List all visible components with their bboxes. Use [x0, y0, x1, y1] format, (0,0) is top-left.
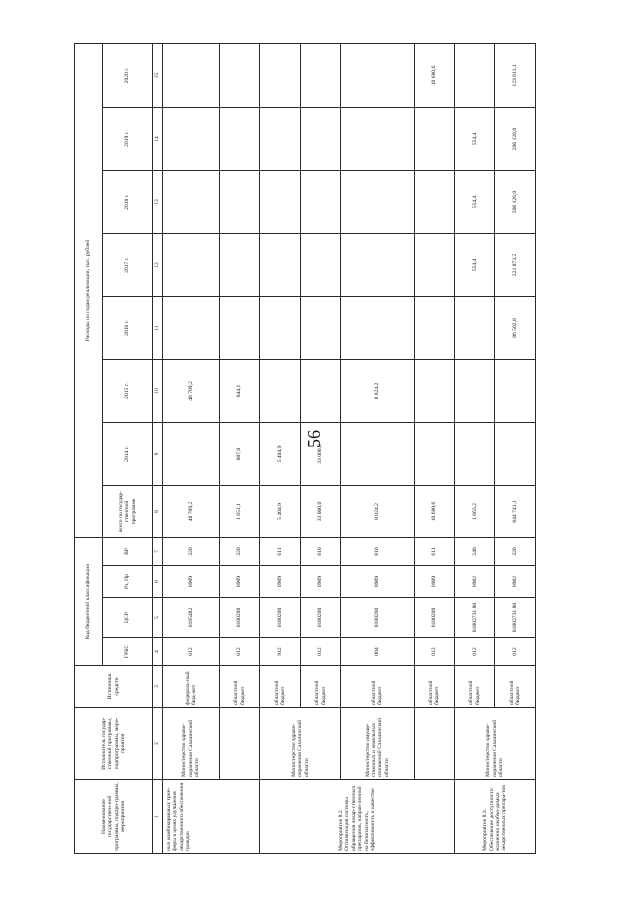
row-year-cell	[414, 171, 454, 234]
row-year-cell	[455, 43, 495, 107]
row-csr-cell: 0180200	[300, 598, 340, 638]
row-year-cell	[341, 108, 414, 171]
row-year-cell	[219, 234, 259, 297]
row-source-cell: областной бюджет	[219, 666, 259, 708]
row-executor-cell: Министерство здраво-охранения Сахалинской области	[260, 708, 341, 780]
row-source-cell: областной бюджет	[260, 666, 300, 708]
table-row	[260, 43, 300, 853]
header-code-group: Код бюджетной классификации	[75, 538, 103, 666]
row-year-cell	[455, 297, 495, 360]
row-year-cell: 554,4	[455, 171, 495, 234]
row-year-cell	[495, 423, 536, 486]
row-year-cell	[341, 234, 414, 297]
row-rzpr-cell: 0909	[414, 566, 454, 598]
header-year: 2019 г.	[103, 108, 153, 171]
row-year-cell	[414, 423, 454, 486]
row-year-cell: 123 611,1	[495, 43, 536, 107]
row-csr-cell: 0180200	[260, 598, 300, 638]
header-sources: Источники средств	[75, 666, 153, 708]
row-year-cell	[163, 297, 220, 360]
row-total-cell: 33 000,0	[300, 486, 340, 538]
row-executor-cell: Министерство здраво-охранения Сахалинской области	[163, 708, 220, 780]
row-grbs-cell: 004	[341, 638, 414, 666]
row-year-cell	[455, 423, 495, 486]
row-vr-cell: 320	[219, 538, 259, 566]
row-year-cell	[300, 297, 340, 360]
row-year-cell	[455, 360, 495, 423]
row-csr-cell: 0180200	[219, 598, 259, 638]
header-year: 2014 г.	[103, 423, 153, 486]
row-csr-cell: 01802731 80	[455, 598, 495, 638]
column-number: 14	[153, 108, 163, 171]
column-number: 11	[153, 297, 163, 360]
row-year-cell	[341, 171, 414, 234]
table-row	[455, 43, 495, 853]
header-expenses-group: Расходы по годам реализации, тыс. рублей	[75, 43, 103, 537]
row-source-cell: областной бюджет	[495, 666, 536, 708]
column-number: 10	[153, 360, 163, 423]
row-year-cell	[260, 171, 300, 234]
header-year: 2018 г.	[103, 171, 153, 234]
row-vr-cell: 611	[414, 538, 454, 566]
row-year-cell: 33 000,0	[300, 423, 340, 486]
row-year-cell: 844,1	[219, 360, 259, 423]
row-total-cell: 5 404,9	[260, 486, 300, 538]
row-grbs-cell: 012	[414, 638, 454, 666]
row-executor-cell	[219, 708, 259, 780]
row-year-cell	[414, 108, 454, 171]
row-year-cell	[260, 43, 300, 107]
row-year-cell	[414, 234, 454, 297]
header-vr: ВР	[103, 538, 153, 566]
row-year-cell	[341, 297, 414, 360]
row-year-cell	[219, 43, 259, 107]
row-year-cell	[300, 171, 340, 234]
row-name-cell: Мероприятие 8.2. Оптимизация системы обращения лекар-ственных препаратов, направ-ленной на безопасность, эффективность и качество	[260, 780, 455, 854]
row-total-cell: 1 651,1	[219, 486, 259, 538]
header-rzpr: Рз, Пр	[103, 566, 153, 598]
row-vr-cell: 611	[260, 538, 300, 566]
row-year-cell	[341, 43, 414, 107]
row-vr-cell: 810	[300, 538, 340, 566]
row-year-cell	[260, 360, 300, 423]
rotated-table-sheet	[74, 44, 536, 854]
row-year-cell: 222 873,2	[495, 234, 536, 297]
row-year-cell: 206 126,0	[495, 171, 536, 234]
row-csr-cell: 01802731 80	[495, 598, 536, 638]
row-grbs-cell: 012	[219, 638, 259, 666]
row-rzpr-cell: 0909	[300, 566, 340, 598]
row-vr-cell: 240	[455, 538, 495, 566]
header-total: всего по государ-ственной программе	[103, 486, 153, 538]
row-grbs-cell: 012	[300, 638, 340, 666]
row-vr-cell: 320	[163, 538, 220, 566]
row-year-cell	[341, 423, 414, 486]
column-number: 13	[153, 171, 163, 234]
row-year-cell: 206 126,0	[495, 108, 536, 171]
row-executor-cell	[414, 708, 454, 780]
row-rzpr-cell: 0902	[495, 566, 536, 598]
row-rzpr-cell: 0909	[219, 566, 259, 598]
row-year-cell	[219, 108, 259, 171]
header-csr: ЦСР	[103, 598, 153, 638]
row-year-cell	[219, 297, 259, 360]
row-name-cell: ных комбикормовых трин-форы в целях улучшения лекарственного обеспечения граждан	[163, 780, 260, 854]
row-year-cell: 554,4	[455, 234, 495, 297]
header-year: 2015 г.	[103, 360, 153, 423]
table-row	[219, 43, 259, 853]
row-total-cell: 10 680,6	[414, 486, 454, 538]
row-source-cell: областной бюджет	[341, 666, 414, 708]
header-year: 2017 г.	[103, 234, 153, 297]
header-row-top	[75, 43, 103, 853]
row-source-cell: областной бюджет	[414, 666, 454, 708]
column-number: 3	[153, 666, 163, 708]
row-year-cell	[300, 43, 340, 107]
row-year-cell	[300, 360, 340, 423]
row-year-cell	[300, 108, 340, 171]
row-source-cell: федераль-ный бюд-жет	[163, 666, 220, 708]
header-year: 2020 г.	[103, 43, 153, 107]
row-year-cell	[163, 423, 220, 486]
row-rzpr-cell: 0909	[260, 566, 300, 598]
row-year-cell	[414, 360, 454, 423]
row-grbs-cell: 012	[163, 638, 220, 666]
row-total-cell: 48 709,2	[163, 486, 220, 538]
row-total-cell: 844 741,1	[495, 486, 536, 538]
row-grbs-cell: 012	[455, 638, 495, 666]
row-year-cell	[163, 234, 220, 297]
row-rzpr-cell: 0902	[455, 566, 495, 598]
row-source-cell: областной бюджет	[455, 666, 495, 708]
column-number-row	[153, 43, 163, 853]
row-year-cell	[219, 171, 259, 234]
column-number: 9	[153, 423, 163, 486]
row-vr-cell: 320	[495, 538, 536, 566]
column-number: 5	[153, 598, 163, 638]
row-year-cell	[260, 234, 300, 297]
header-grbs: ГРБС	[103, 638, 153, 666]
column-number: 4	[153, 638, 163, 666]
row-csr-cell: 0185482	[163, 598, 220, 638]
table-row	[414, 43, 454, 853]
row-csr-cell: 0180200	[414, 598, 454, 638]
row-vr-cell: 810	[341, 538, 414, 566]
table-row	[341, 43, 414, 853]
table-row	[163, 43, 220, 853]
row-year-cell: 807,0	[219, 423, 259, 486]
row-source-cell: областной бюджет	[300, 666, 340, 708]
header-executor: Исполнитель государ-ственной программы, подпрограммы, меро-приятия	[75, 708, 153, 780]
row-year-cell	[260, 108, 300, 171]
row-year-cell: 8 024,2	[341, 360, 414, 423]
row-year-cell: 554,4	[455, 108, 495, 171]
column-number: 12	[153, 234, 163, 297]
row-grbs-cell: 012	[495, 638, 536, 666]
page-number: 56	[304, 430, 324, 448]
row-total-cell: 8 024,2	[341, 486, 414, 538]
column-number: 6	[153, 566, 163, 598]
row-csr-cell: 0180200	[341, 598, 414, 638]
row-rzpr-cell: 0909	[163, 566, 220, 598]
row-year-cell: 10 680,6	[414, 43, 454, 107]
column-number: 8	[153, 486, 163, 538]
row-year-cell	[163, 171, 220, 234]
row-year-cell: 86 502,8	[495, 297, 536, 360]
row-year-cell: 48 709,2	[163, 360, 220, 423]
row-year-cell	[495, 360, 536, 423]
row-year-cell	[300, 234, 340, 297]
budget-table	[74, 43, 536, 854]
column-number: 15	[153, 43, 163, 107]
column-number: 7	[153, 538, 163, 566]
row-name-cell: Мероприятие 8.3. Обеспечение доступности жизненно необхо-димых лекарственных препара-тов	[455, 780, 536, 854]
row-year-cell	[163, 108, 220, 171]
row-year-cell	[414, 297, 454, 360]
row-rzpr-cell: 0909	[341, 566, 414, 598]
row-year-cell: 5 404,9	[260, 423, 300, 486]
row-executor-cell: Министерство здраво-охранения Сахалинской области	[455, 708, 536, 780]
row-year-cell	[260, 297, 300, 360]
row-grbs-cell: 912	[260, 638, 300, 666]
row-executor-cell: Министерство имуще-ственных и земельных отношений Сахалинской области	[341, 708, 414, 780]
column-number: 1	[153, 780, 163, 854]
header-year: 2016 г.	[103, 297, 153, 360]
header-name: Наименование государствен-ной программы, подпро-граммы, мероприятия	[75, 780, 153, 854]
row-year-cell	[163, 43, 220, 107]
row-total-cell: 1 663,2	[455, 486, 495, 538]
column-number: 2	[153, 708, 163, 780]
